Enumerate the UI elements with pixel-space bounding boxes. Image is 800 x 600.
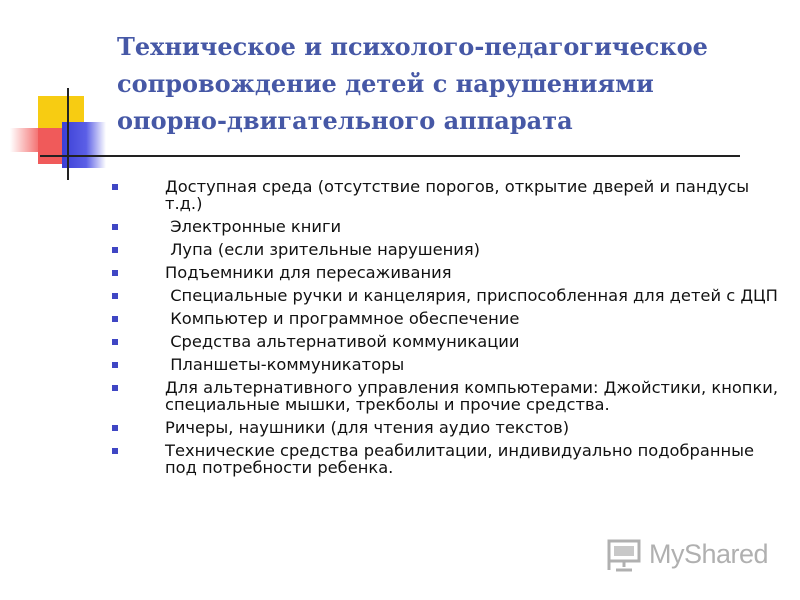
bullet-marker-icon xyxy=(112,425,118,431)
list-item-text: Электронные книги xyxy=(165,217,342,236)
title-underline xyxy=(40,155,740,157)
list-item xyxy=(112,379,782,413)
list-item xyxy=(112,218,782,235)
list-item-text: Средства альтернативой коммуникации xyxy=(165,332,520,351)
bullet-marker-icon xyxy=(112,448,118,454)
list-item-text: Доступная среда (отсутствие порогов, открытие дверей и пандусы т.д.) xyxy=(165,177,755,213)
decor-vertical-line xyxy=(67,88,69,180)
list-item xyxy=(112,333,782,350)
bullet-list xyxy=(112,178,782,482)
bullet-marker-icon xyxy=(112,339,118,345)
list-item-text: Компьютер и программное обеспечение xyxy=(165,309,520,328)
watermark-text: MyShared xyxy=(649,539,769,569)
bullet-marker-icon xyxy=(112,247,118,253)
bullet-marker-icon xyxy=(112,270,118,276)
list-item-text: Лупа (если зрительные нарушения) xyxy=(165,240,480,259)
list-item xyxy=(112,310,782,327)
list-item-text: Технические средства реабилитации, индивидуально подобранные под потребности ребенка. xyxy=(165,441,760,477)
bullet-marker-icon xyxy=(112,293,118,299)
list-item xyxy=(112,241,782,258)
bullet-marker-icon xyxy=(112,316,118,322)
bullet-marker-icon xyxy=(112,184,118,190)
list-item xyxy=(112,178,782,212)
slide-title: Техническое и психолого-педагогическое сопровождение детей с нарушениями опорно-двигательного аппарата xyxy=(117,32,708,135)
list-item xyxy=(112,264,782,281)
list-item xyxy=(112,356,782,373)
list-item xyxy=(112,419,782,436)
list-item xyxy=(112,442,782,476)
list-item-text: Ричеры, наушники (для чтения аудио текстов) xyxy=(165,418,570,437)
list-item-text: Подъемники для пересаживания xyxy=(165,263,452,282)
watermark-logo xyxy=(605,537,769,573)
presentation-board-icon xyxy=(605,537,645,573)
list-item-text: Специальные ручки и канцелярия, приспособленная для детей с ДЦП xyxy=(165,286,778,305)
list-item xyxy=(112,287,782,304)
list-item-text: Планшеты-коммуникаторы xyxy=(165,355,405,374)
list-item-text: Для альтернативного управления компьютерами: Джойстики, кнопки, специальные мышки, трекболы и прочие средства. xyxy=(165,378,784,414)
bullet-marker-icon xyxy=(112,362,118,368)
bullet-marker-icon xyxy=(112,224,118,230)
bullet-marker-icon xyxy=(112,385,118,391)
